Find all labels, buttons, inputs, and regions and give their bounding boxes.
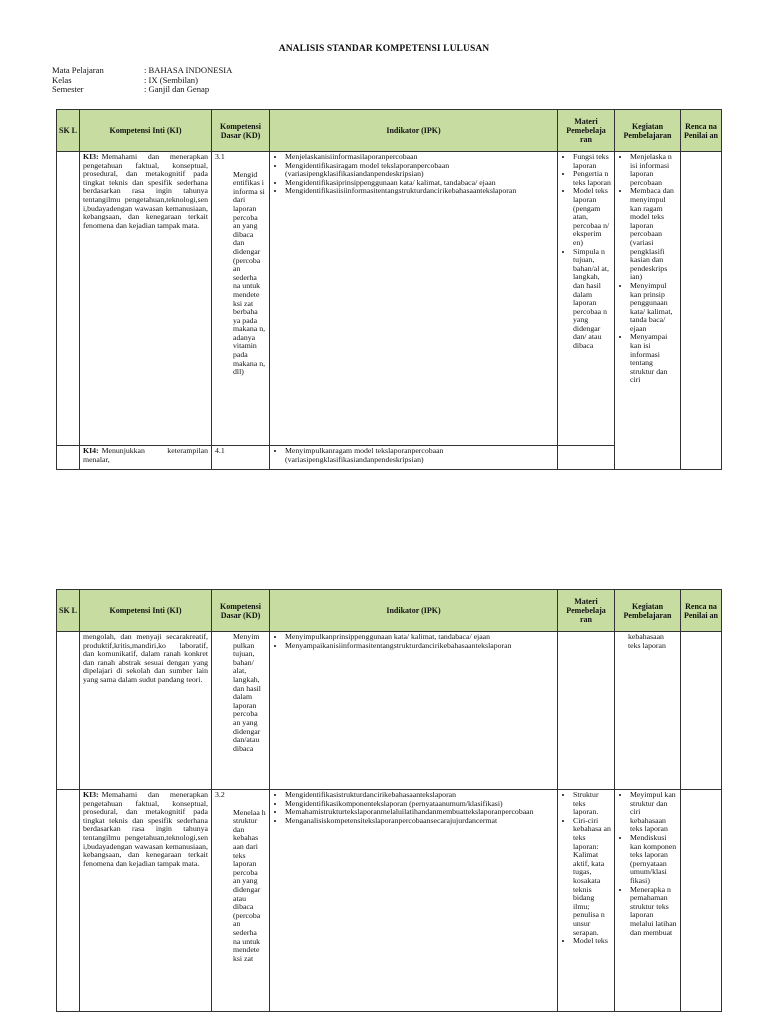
list-item: • Menyampaikanisiinformasitentangstrukturdancirikebahasaantekslaporan <box>285 642 554 651</box>
cell-skl <box>57 152 80 446</box>
meta-value: : Ganjil dan Genap <box>144 84 210 95</box>
meta-row-subject <box>52 66 232 76</box>
header-ipk: Indikator (IPK) <box>270 590 558 632</box>
header-kd: Kompetensi Dasar (KD) <box>212 110 270 152</box>
cell-kd <box>212 632 270 790</box>
list-item: • Memahamistrukturtekslaporanmelaluilatihandanmembuattekslaporanpercobaan <box>285 808 554 817</box>
header-kegiatan: Kegiatan Pembelajaran <box>615 110 681 152</box>
cell-ki <box>80 446 212 470</box>
table-row <box>57 632 722 790</box>
ipk-list <box>273 791 554 825</box>
kegiatan-list <box>618 791 677 937</box>
cell-skl <box>57 790 80 1012</box>
cell-materi <box>558 790 615 1012</box>
header-skl: SK L <box>57 110 80 152</box>
meta-value: : BAHASA INDONESIA <box>144 65 233 75</box>
list-item: • Ciri-ciri kebahasa an teks laporan: Kalimat aktif, kata tugas, kosakata teknis bidang ilmu; penulisa n unsur serapan. <box>573 817 611 937</box>
kegiatan-list <box>618 153 677 385</box>
list-item: • Menyimpul kan prinsip penggunaan kata/ kalimat, tanda baca/ ejaan <box>630 282 677 334</box>
kd-text: Menelaa h struktur dan kebahas aan dari teks laporan percoba an yang didengar atau dibaca (percoba an sederha na untuk mendete ksi zat <box>233 807 266 963</box>
list-item: • Model teks <box>573 937 611 946</box>
list-item: • Mengidentifikasiisiinformasitentangstrukturdancirikebahasaantekslaporan <box>285 187 554 196</box>
table-header-row <box>57 110 722 152</box>
cell-kegiatan <box>615 632 681 790</box>
header-materi: Materi Pemebelaja ran <box>558 590 615 632</box>
list-item: • Model teks laporan (pengam atan, percobaa n/ eksperim en) <box>573 187 611 247</box>
list-item: • Meyimpul kan struktur dan ciri kebahasaan teks laporan <box>630 791 677 834</box>
cell-kegiatan <box>615 790 681 1012</box>
list-item: • Struktur teks laporan. <box>573 791 611 817</box>
header-materi: Materi Pemebelaja ran <box>558 110 615 152</box>
kd-text: Mengid entifikas i informa si dari laporan percoba an yang dibaca dan didengar (percoba an sederha na untuk mendete ksi zat berbaha ya pada makana n, adanya vitamin pada makana n, dll) <box>233 169 266 377</box>
header-rencana: Renca na Penilai an <box>681 590 722 632</box>
cell-ki <box>80 152 212 446</box>
skl-analysis-table-page2 <box>56 589 722 1012</box>
list-item: • Menjelaskanisiinformasilaporanpercobaan <box>285 153 554 162</box>
cell-rencana <box>681 632 722 790</box>
meta-value: : IX (Sembilan) <box>144 74 198 85</box>
meta-label: Mata Pelajaran <box>52 65 104 75</box>
list-item: • Fungsi teks laporan <box>573 153 611 170</box>
cell-materi <box>558 632 615 790</box>
cell-ki <box>80 632 212 790</box>
kd-code: 3.2 <box>215 790 225 799</box>
ipk-list <box>273 153 554 196</box>
kd-code: 3.1 <box>215 152 225 161</box>
table-row <box>57 790 722 1012</box>
kegiatan-text: kebahasaan teks laporan <box>628 632 666 650</box>
cell-kd <box>212 446 270 470</box>
document-title: ANALISIS STANDAR KOMPETENSI LULUSAN <box>278 44 490 54</box>
header-kegiatan: Kegiatan Pembelajaran <box>615 590 681 632</box>
cell-ki <box>80 790 212 1012</box>
ipk-list <box>273 447 554 464</box>
meta-row-semester <box>52 85 232 95</box>
list-item: • Menganalisiskompetensitekslaporanpercobaansecarajujurdancermat <box>285 817 554 826</box>
cell-skl <box>57 446 80 470</box>
list-item: • Menyampai kan isi informasi tentang struktur dan ciri <box>630 333 677 385</box>
kd-code: 4.1 <box>215 446 225 455</box>
meta-label: Kelas <box>52 74 72 85</box>
header-ki: Kompetensi Inti (KI) <box>80 590 212 632</box>
list-item: • Menjelaska n isi informasi laporan percobaan <box>630 153 677 187</box>
table-row <box>57 152 722 446</box>
ki-text: Memahami dan menerapkan pengetahuan faktual, konseptual, prosedural, dan metakognitif pada tingkat teknis dan spesifik sederhana berdasarkan rasa ingin tahunya tentangilmu pengetahuan,teknologi,sen i,budayadengan wawasan kemanusiaan, kebangsaan, dan kenegaraan terkait fenomena dan kejadian tampak mata. <box>83 790 208 868</box>
header-ki: Kompetensi Inti (KI) <box>80 110 212 152</box>
table-header-row <box>57 590 722 632</box>
skl-analysis-table-page1 <box>56 109 722 470</box>
list-item: • Mengidentifikasiragam model tekslaporanpercobaan (variasipengklasifikasiandanpendeskripsian) <box>285 162 554 179</box>
cell-ipk <box>270 632 558 790</box>
list-item: • Simpula n tujuan, bahan/al at, langkah, dan hasil dalam laporan percobaa n yang didengar dan/ atau dibaca <box>573 248 611 351</box>
cell-skl <box>57 632 80 790</box>
materi-list <box>561 791 611 946</box>
materi-list <box>561 153 611 351</box>
cell-kd <box>212 152 270 446</box>
kd-text: Menyim pulkan tujuan, bahan/ alat, langkah, dan hasil dalam laporan percoba an yang didengar dan/atau dibaca <box>233 632 261 753</box>
list-item: • Menyimpulkanprinsippenggunaan kata/ kalimat, tandabaca/ ejaan <box>285 633 554 642</box>
cell-kegiatan <box>615 152 681 470</box>
cell-ipk <box>270 790 558 1012</box>
list-item: • Menerapka n pemahaman struktur teks laporan melalui latihan dan membuat <box>630 886 677 938</box>
cell-ipk <box>270 446 558 470</box>
meta-label: Semester <box>52 84 84 95</box>
cell-ipk <box>270 152 558 446</box>
header-ipk: Indikator (IPK) <box>270 110 558 152</box>
cell-materi <box>558 446 615 470</box>
header-kd: Kompetensi Dasar (KD) <box>212 590 270 632</box>
cell-rencana <box>681 152 722 470</box>
ki-text: mengolah, dan menyaji secarakreatif, produktif,kritis,mandiri,ko laboratif, dan komunikatif, dalam ranah konkret dan ranah abstrak sesuai dengan yang dipelajari di sekolah dan sumber lain yang sama dalam sudut pandang teori. <box>83 632 208 684</box>
list-item: • Mengidentifikasikomponentekslaporan (pernyataanumum/klasifikasi) <box>285 800 554 809</box>
list-item: • Membaca dan menyimpul kan ragam model teks laporan percobaan (variasi pengklasifi kasian dan pendeskrips ian) <box>630 187 677 282</box>
ki-label: KI4: <box>83 446 99 455</box>
list-item: • Pengertia n teks laporan <box>573 170 611 187</box>
list-item: • Mengidentifikasistrukturdancirikebahasaantekslaporan <box>285 791 554 800</box>
list-item: • Mengidentifikasiprinsippenggunaan kata/ kalimat, tandabaca/ ejaan <box>285 179 554 188</box>
document-meta <box>52 66 232 95</box>
ki-text: Memahami dan menerapkan pengetahuan faktual, konseptual, prosedural, dan metakognitif pada tingkat teknis dan spesifik sederhana berdasarkan rasa ingin tahunya tentangilmu pengetahuan,teknologi,sen i,budayadengan wawasan kemanusiaan, kebangsaan, dan kenegaraan terkait fenomena dan kejadian tampak mata. <box>83 152 208 230</box>
ki-label: KI3: <box>83 790 99 799</box>
ipk-list <box>273 633 554 650</box>
cell-materi <box>558 152 615 446</box>
list-item: • Menyimpulkanragam model tekslaporanpercobaan (variasipengklasifikasiandanpendeskripsian) <box>285 447 554 464</box>
list-item: • Mendiskusi kan komponen teks laporan (pernyataan umum/klasi fikasi) <box>630 834 677 886</box>
cell-kd <box>212 790 270 1012</box>
ki-text: Menunjukkan keterampilan menalar, <box>83 446 208 464</box>
cell-rencana <box>681 790 722 1012</box>
ki-label: KI3: <box>83 152 99 161</box>
header-skl: SK L <box>57 590 80 632</box>
header-rencana: Renca na Penilai an <box>681 110 722 152</box>
